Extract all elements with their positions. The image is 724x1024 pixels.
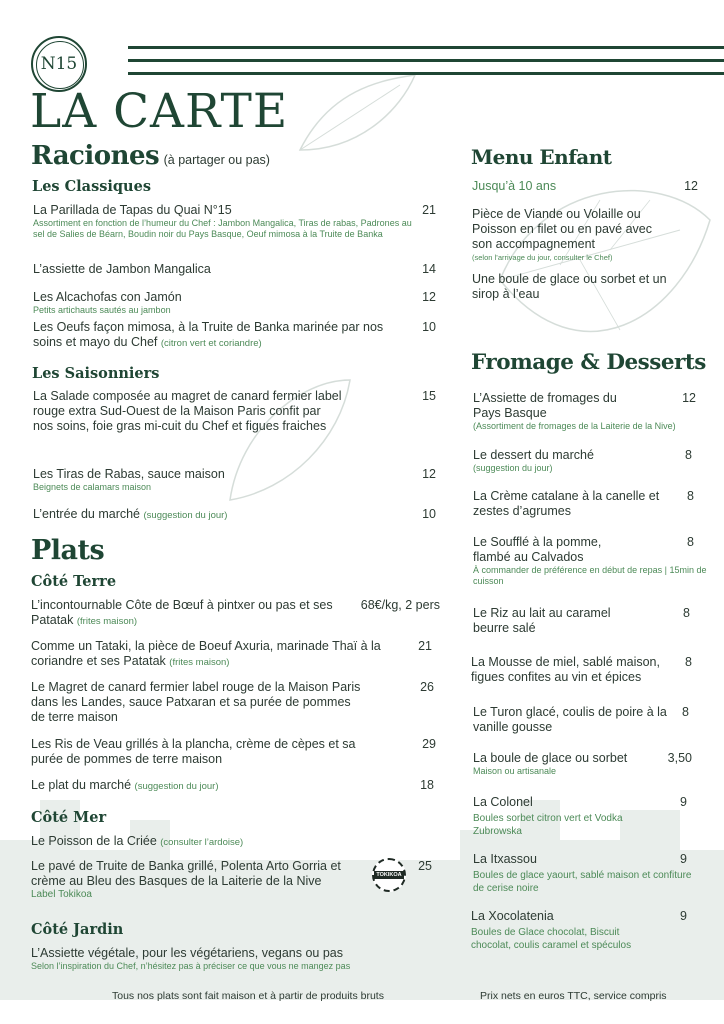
price-alcachofas: 12 (422, 290, 436, 304)
price-mousse-miel: 8 (685, 655, 692, 669)
item-description: Petits artichauts sautés au jambon (33, 305, 171, 315)
classiques-heading: Les Classiques (32, 178, 151, 195)
item-name: Les Oeufs façon mimosa, à la Truite de Banka marinée par nos soins et mayo du Chef (33, 320, 384, 349)
item-name: La Colonel (473, 795, 533, 809)
item-name: Le Riz au lait au caramel beurre salé (473, 606, 611, 635)
item-note: (suggestion du jour) (134, 781, 219, 792)
menu-item-jambon (33, 262, 418, 277)
price-truite: 25 (418, 859, 432, 873)
item-description: Label Tokikoa (31, 889, 92, 900)
item-description: Boules de Glace chocolat, Biscuit chocolat, coulis caramel et spéculos (471, 927, 632, 951)
price-itxassou: 9 (680, 852, 687, 866)
price-colonel: 9 (680, 795, 687, 809)
item-description: (Assortiment de fromages de la Laiterie de la Nive) (473, 421, 676, 431)
enfant-main (472, 207, 667, 263)
item-name: L’entrée du marché (33, 507, 141, 521)
item-name: Le Soufflé à la pomme, flambé au Calvados (473, 535, 602, 564)
raciones-note: (à partager ou pas) (163, 153, 270, 167)
price-plat-marche: 18 (420, 778, 434, 792)
price-souffle: 8 (687, 535, 694, 549)
leaf-illustration-top (290, 70, 420, 160)
item-description: (suggestion du jour) (473, 463, 553, 473)
menu-item-entree-marche (33, 507, 418, 523)
menu-item-poisson-criee (31, 834, 376, 850)
terre-heading: Côté Terre (31, 573, 117, 590)
price-jambon: 14 (422, 262, 436, 276)
menu-item-salade (33, 389, 343, 434)
price-salade: 15 (422, 389, 436, 403)
price-tataki: 21 (418, 639, 432, 653)
price-fromages: 12 (682, 391, 696, 405)
enfant-heading: Menu Enfant (471, 145, 612, 169)
footer-right: Prix nets en euros TTC, service compris (480, 990, 667, 1002)
raciones-heading: Raciones (31, 141, 160, 171)
item-note: (citron vert et coriandre) (160, 338, 262, 349)
menu-item-plat-marche (31, 778, 376, 794)
menu-item-alcachofas (33, 290, 418, 316)
menu-item-truite (31, 859, 376, 900)
saisonniers-heading: Les Saisonniers (32, 365, 160, 382)
item-name: L’incontournable Côte de Bœuf à pintxer ou pas et ses Patatak (31, 598, 333, 627)
menu-item-cote-boeuf (31, 598, 341, 629)
item-name: Le plat du marché (31, 778, 132, 792)
item-description: Maison ou artisanale (473, 766, 557, 776)
item-name: La Salade composée au magret de canard fermier label rouge extra Sud-Ouest de la Maison Paris confit par nos soins, foie gras mi-cuit du Chef et figues fraiches (33, 389, 342, 433)
price-xocolatenia: 9 (680, 909, 687, 923)
menu-item-ris-veau (31, 737, 376, 767)
menu-item-tiras (33, 467, 418, 493)
menu-item-assiette-vegetale (31, 946, 431, 972)
mer-heading: Côté Mer (31, 809, 107, 826)
page-title: LA CARTE (30, 84, 289, 139)
item-name: Le dessert du marché (473, 448, 594, 462)
item-name: Les Tiras de Rabas, sauce maison (33, 467, 225, 481)
price-ris-veau: 29 (422, 737, 436, 751)
price-entree-marche: 10 (422, 507, 436, 521)
item-description: Boules sorbet citron vert et Vodka Zubrowska (473, 813, 623, 837)
item-description: À commander de préférence en début de repas | 15min de cuisson (473, 565, 707, 586)
header-rule-3 (128, 72, 724, 75)
price-dessert-marche: 8 (685, 448, 692, 462)
enfant-price: 12 (684, 179, 698, 193)
price-riz-au-lait: 8 (683, 606, 690, 620)
price-turon: 8 (682, 705, 689, 719)
enfant-age: Jusqu’à 10 ans (472, 179, 557, 193)
item-name: Le Magret de canard fermier label rouge de la Maison Paris dans les Landes, sauce Patxaran et sa purée de pommes de terre maison (31, 680, 361, 724)
item-name: Comme un Tataki, la pièce de Boeuf Axuria, marinade Thaï à la coriandre et ses Patatak (31, 639, 381, 668)
item-name: L’assiette de Jambon Mangalica (33, 262, 211, 276)
badge-label: TOKIKOA (374, 871, 404, 879)
item-note: (selon l’arrivage du jour, consulter le Chef) (472, 253, 613, 262)
logo-text: N15 (40, 54, 78, 74)
item-note: (consulter l’ardoise) (160, 837, 244, 848)
item-name: Le Poisson de la Criée (31, 834, 157, 848)
enfant-dessert (472, 272, 667, 302)
item-name: Pièce de Viande ou Volaille ou Poisson en filet ou en pavé avec son accompagnement (472, 207, 652, 251)
item-name: L’Assiette de fromages du Pays Basque (473, 391, 617, 420)
item-description: Selon l’inspiration du Chef, n’hésitez pas à préciser ce que vous ne mangez pas (31, 961, 351, 971)
item-name: Les Ris de Veau grillés à la plancha, crème de cèpes et sa purée de pommes de terre maison (31, 737, 356, 766)
header-rule-1 (128, 46, 724, 49)
raciones-heading-row (31, 141, 270, 171)
price-oeufs: 10 (422, 320, 436, 334)
price-tiras: 12 (422, 467, 436, 481)
item-name: La Parillada de Tapas du Quai N°15 (33, 203, 232, 217)
item-note: (frites maison) (169, 657, 230, 668)
item-name: Le pavé de Truite de Banka grillé, Polenta Arto Gorria et crème au Bleu des Basques de la Laiterie de la Nive (31, 859, 341, 888)
item-name: La Itxassou (473, 852, 537, 866)
menu-item-oeufs (33, 320, 403, 351)
price-boule-glace: 3,50 (667, 751, 692, 765)
item-name: La boule de glace ou sorbet (473, 751, 628, 765)
desserts-heading: Fromage & Desserts (471, 350, 706, 375)
item-name: La Mousse de miel, sablé maison, figues confites au vin et épices (471, 655, 660, 684)
item-description: Assortiment en fonction de l’humeur du Chef : Jambon Mangalica, Tiras de rabas, Padrones au sel de Salies de Béarn, Boudin noir du Pays Basque, Oeuf mimosa à la Truite de Banka (33, 218, 412, 239)
item-name: La Crème catalane à la canelle et zestes d’agrumes (473, 489, 660, 518)
item-name: Une boule de glace ou sorbet et un sirop à l’eau (472, 272, 667, 301)
item-note: (suggestion du jour) (143, 510, 228, 521)
menu-item-tataki (31, 639, 391, 670)
menu-item-parillada (33, 203, 418, 240)
dessert-xocolatenia (471, 909, 651, 952)
jardin-heading: Côté Jardin (31, 921, 124, 938)
item-name: L’Assiette végétale, pour les végétariens, vegans ou pas (31, 946, 344, 960)
price-creme-catalane: 8 (687, 489, 694, 503)
item-description: Beignets de calamars maison (33, 482, 152, 492)
header-rule-2 (128, 59, 724, 62)
price-cote-boeuf: 68€/kg, 2 pers (360, 598, 440, 612)
plats-heading: Plats (31, 535, 105, 566)
item-name: Les Alcachofas con Jamón (33, 290, 182, 304)
menu-item-magret (31, 680, 361, 725)
item-description: Boules de glace yaourt, sablé maison et confiture de cerise noire (473, 870, 692, 894)
dessert-colonel (473, 795, 623, 838)
footer-left: Tous nos plats sont fait maison et à partir de produits bruts (112, 990, 384, 1002)
price-parillada: 21 (422, 203, 436, 217)
dessert-riz-au-lait (473, 606, 623, 636)
price-magret: 26 (420, 680, 434, 694)
item-note: (frites maison) (76, 616, 138, 627)
item-name: Le Turon glacé, coulis de poire à la vanille gousse (473, 705, 667, 734)
item-name: La Xocolatenia (471, 909, 554, 923)
